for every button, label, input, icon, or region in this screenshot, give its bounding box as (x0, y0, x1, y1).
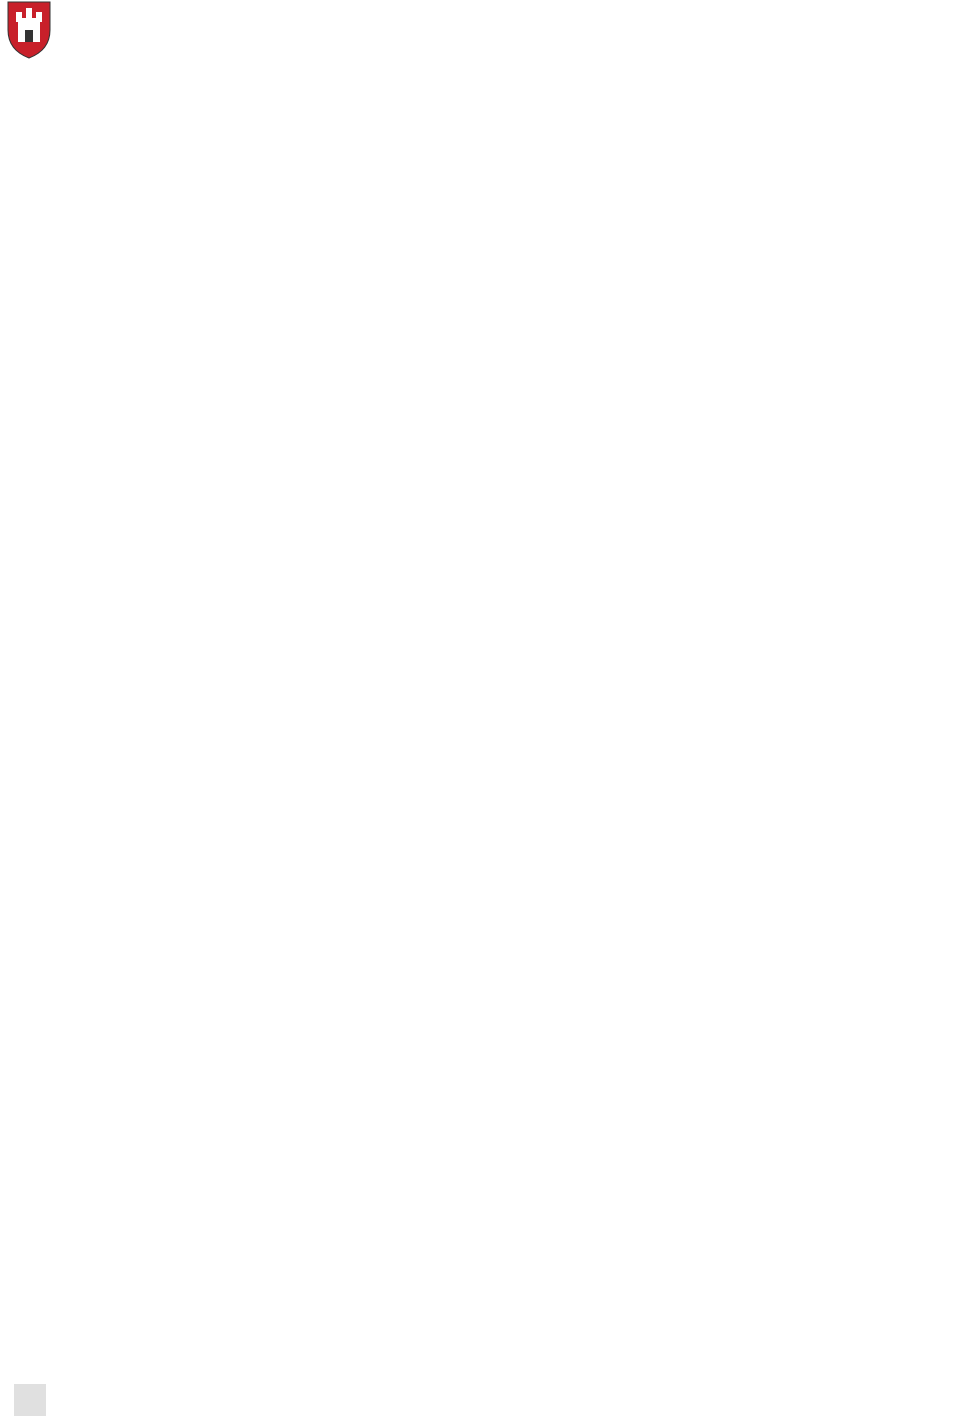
page-number (14, 1384, 46, 1416)
city-crest-logo (6, 0, 52, 60)
